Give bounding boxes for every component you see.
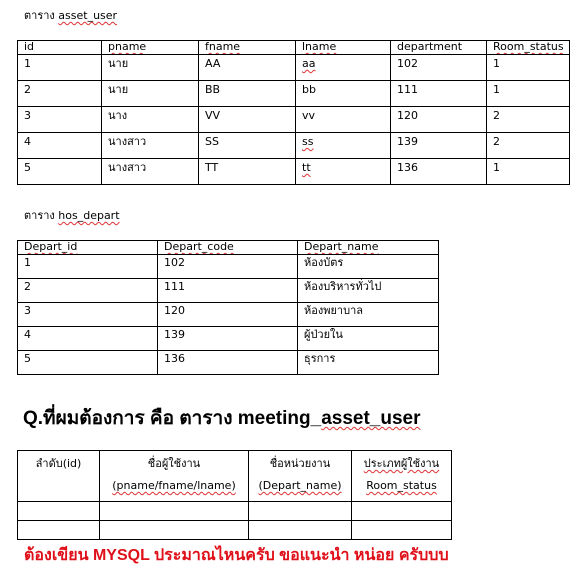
cell: TT — [199, 159, 296, 185]
cell: 1 — [18, 55, 102, 81]
table1-caption-prefix: ตาราง — [24, 9, 55, 22]
meeting-asset-user-table — [17, 450, 452, 540]
table-row — [18, 521, 452, 540]
header-id: id — [18, 41, 102, 55]
table2-caption-prefix: ตาราง — [24, 209, 55, 222]
cell: 1 — [18, 255, 158, 279]
header-line: (Depart_name) — [258, 479, 342, 492]
cell: นาง — [102, 107, 199, 133]
empty-cell — [249, 502, 352, 521]
header-pname: pname — [102, 41, 199, 55]
cell: 2 — [487, 133, 570, 159]
header-depart-id: Depart_id — [18, 241, 158, 255]
header-line: ลำดับ(id) — [35, 457, 82, 470]
header-depart-name: Depart_name — [298, 241, 439, 255]
table1-caption-name: asset_user — [58, 9, 118, 22]
cell: 120 — [158, 303, 298, 327]
cell: 1 — [487, 81, 570, 107]
cell: 2 — [18, 279, 158, 303]
table-row — [18, 351, 439, 375]
cell: ss — [296, 133, 391, 159]
cell: VV — [199, 107, 296, 133]
empty-cell — [18, 521, 100, 540]
cell: นาย — [102, 81, 199, 107]
empty-cell — [18, 502, 100, 521]
cell: 111 — [391, 81, 487, 107]
header-line: ประเภทผู้ใช้งาน — [363, 457, 440, 470]
cell: 1 — [487, 55, 570, 81]
empty-cell — [249, 521, 352, 540]
header-line: (pname/fname/lname) — [112, 479, 236, 492]
asset-user-table — [17, 40, 570, 185]
table-row — [18, 279, 439, 303]
table-row — [18, 327, 439, 351]
cell: ธุรการ — [298, 351, 439, 375]
cell: 4 — [18, 327, 158, 351]
cell: 4 — [18, 133, 102, 159]
header-department: department — [391, 41, 487, 55]
cell: นางสาว — [102, 133, 199, 159]
header-depart-code: Depart_code — [158, 241, 298, 255]
cell: ผู้ป่วยใน — [298, 327, 439, 351]
cell: 5 — [18, 159, 102, 185]
table-header-row — [18, 241, 439, 255]
cell: vv — [296, 107, 391, 133]
table-row — [18, 502, 452, 521]
table-header-row — [18, 451, 452, 502]
cell: SS — [199, 133, 296, 159]
table-row — [18, 159, 570, 185]
hos-depart-table — [17, 240, 439, 375]
empty-cell — [352, 521, 452, 540]
table2-caption — [24, 206, 120, 224]
empty-cell — [100, 502, 249, 521]
header-line: Room_status — [366, 479, 437, 492]
header-user-name — [100, 451, 249, 502]
cell: 139 — [391, 133, 487, 159]
cell: 3 — [18, 303, 158, 327]
table2-caption-name: hos_depart — [58, 209, 120, 222]
header-fname: fname — [199, 41, 296, 55]
cell: 111 — [158, 279, 298, 303]
header-line: ชื่อผู้ใช้งาน — [147, 457, 201, 470]
table-row — [18, 55, 570, 81]
question-table-name: asset_user — [321, 408, 421, 429]
cell: 136 — [391, 159, 487, 185]
cell: AA — [199, 55, 296, 81]
footer-note: ต้องเขียน MYSQL ประมาณไหนครับ ขอแนะนำ หน่อย ครับบบ — [24, 547, 449, 564]
cell: ห้องบัตร — [298, 255, 439, 279]
cell: bb — [296, 81, 391, 107]
cell: 136 — [158, 351, 298, 375]
cell: 3 — [18, 107, 102, 133]
table-header-row — [18, 41, 570, 55]
cell: 139 — [158, 327, 298, 351]
cell: ห้องบริหารทั่วไป — [298, 279, 439, 303]
table1-caption — [24, 6, 117, 24]
table-row — [18, 133, 570, 159]
question-heading — [23, 403, 420, 433]
header-department-name — [249, 451, 352, 502]
header-user-type — [352, 451, 452, 502]
cell: 120 — [391, 107, 487, 133]
cell: 102 — [158, 255, 298, 279]
cell: 2 — [18, 81, 102, 107]
cell: tt — [296, 159, 391, 185]
cell: 2 — [487, 107, 570, 133]
cell: BB — [199, 81, 296, 107]
cell: นางสาว — [102, 159, 199, 185]
cell: 1 — [487, 159, 570, 185]
cell: aa — [296, 55, 391, 81]
empty-cell — [352, 502, 452, 521]
table-row — [18, 303, 439, 327]
cell: 5 — [18, 351, 158, 375]
table-row — [18, 107, 570, 133]
question-prefix: Q.ที่ผมต้องการ คือ ตาราง meeting_ — [23, 408, 322, 429]
header-line: ชื่อหน่วยงาน — [269, 457, 331, 470]
header-room-status: Room_status — [487, 41, 570, 55]
empty-cell — [100, 521, 249, 540]
cell: 102 — [391, 55, 487, 81]
table-row — [18, 255, 439, 279]
cell: นาย — [102, 55, 199, 81]
header-order-id — [18, 451, 100, 502]
table-row — [18, 81, 570, 107]
header-lname: lname — [296, 41, 391, 55]
cell: ห้องพยาบาล — [298, 303, 439, 327]
